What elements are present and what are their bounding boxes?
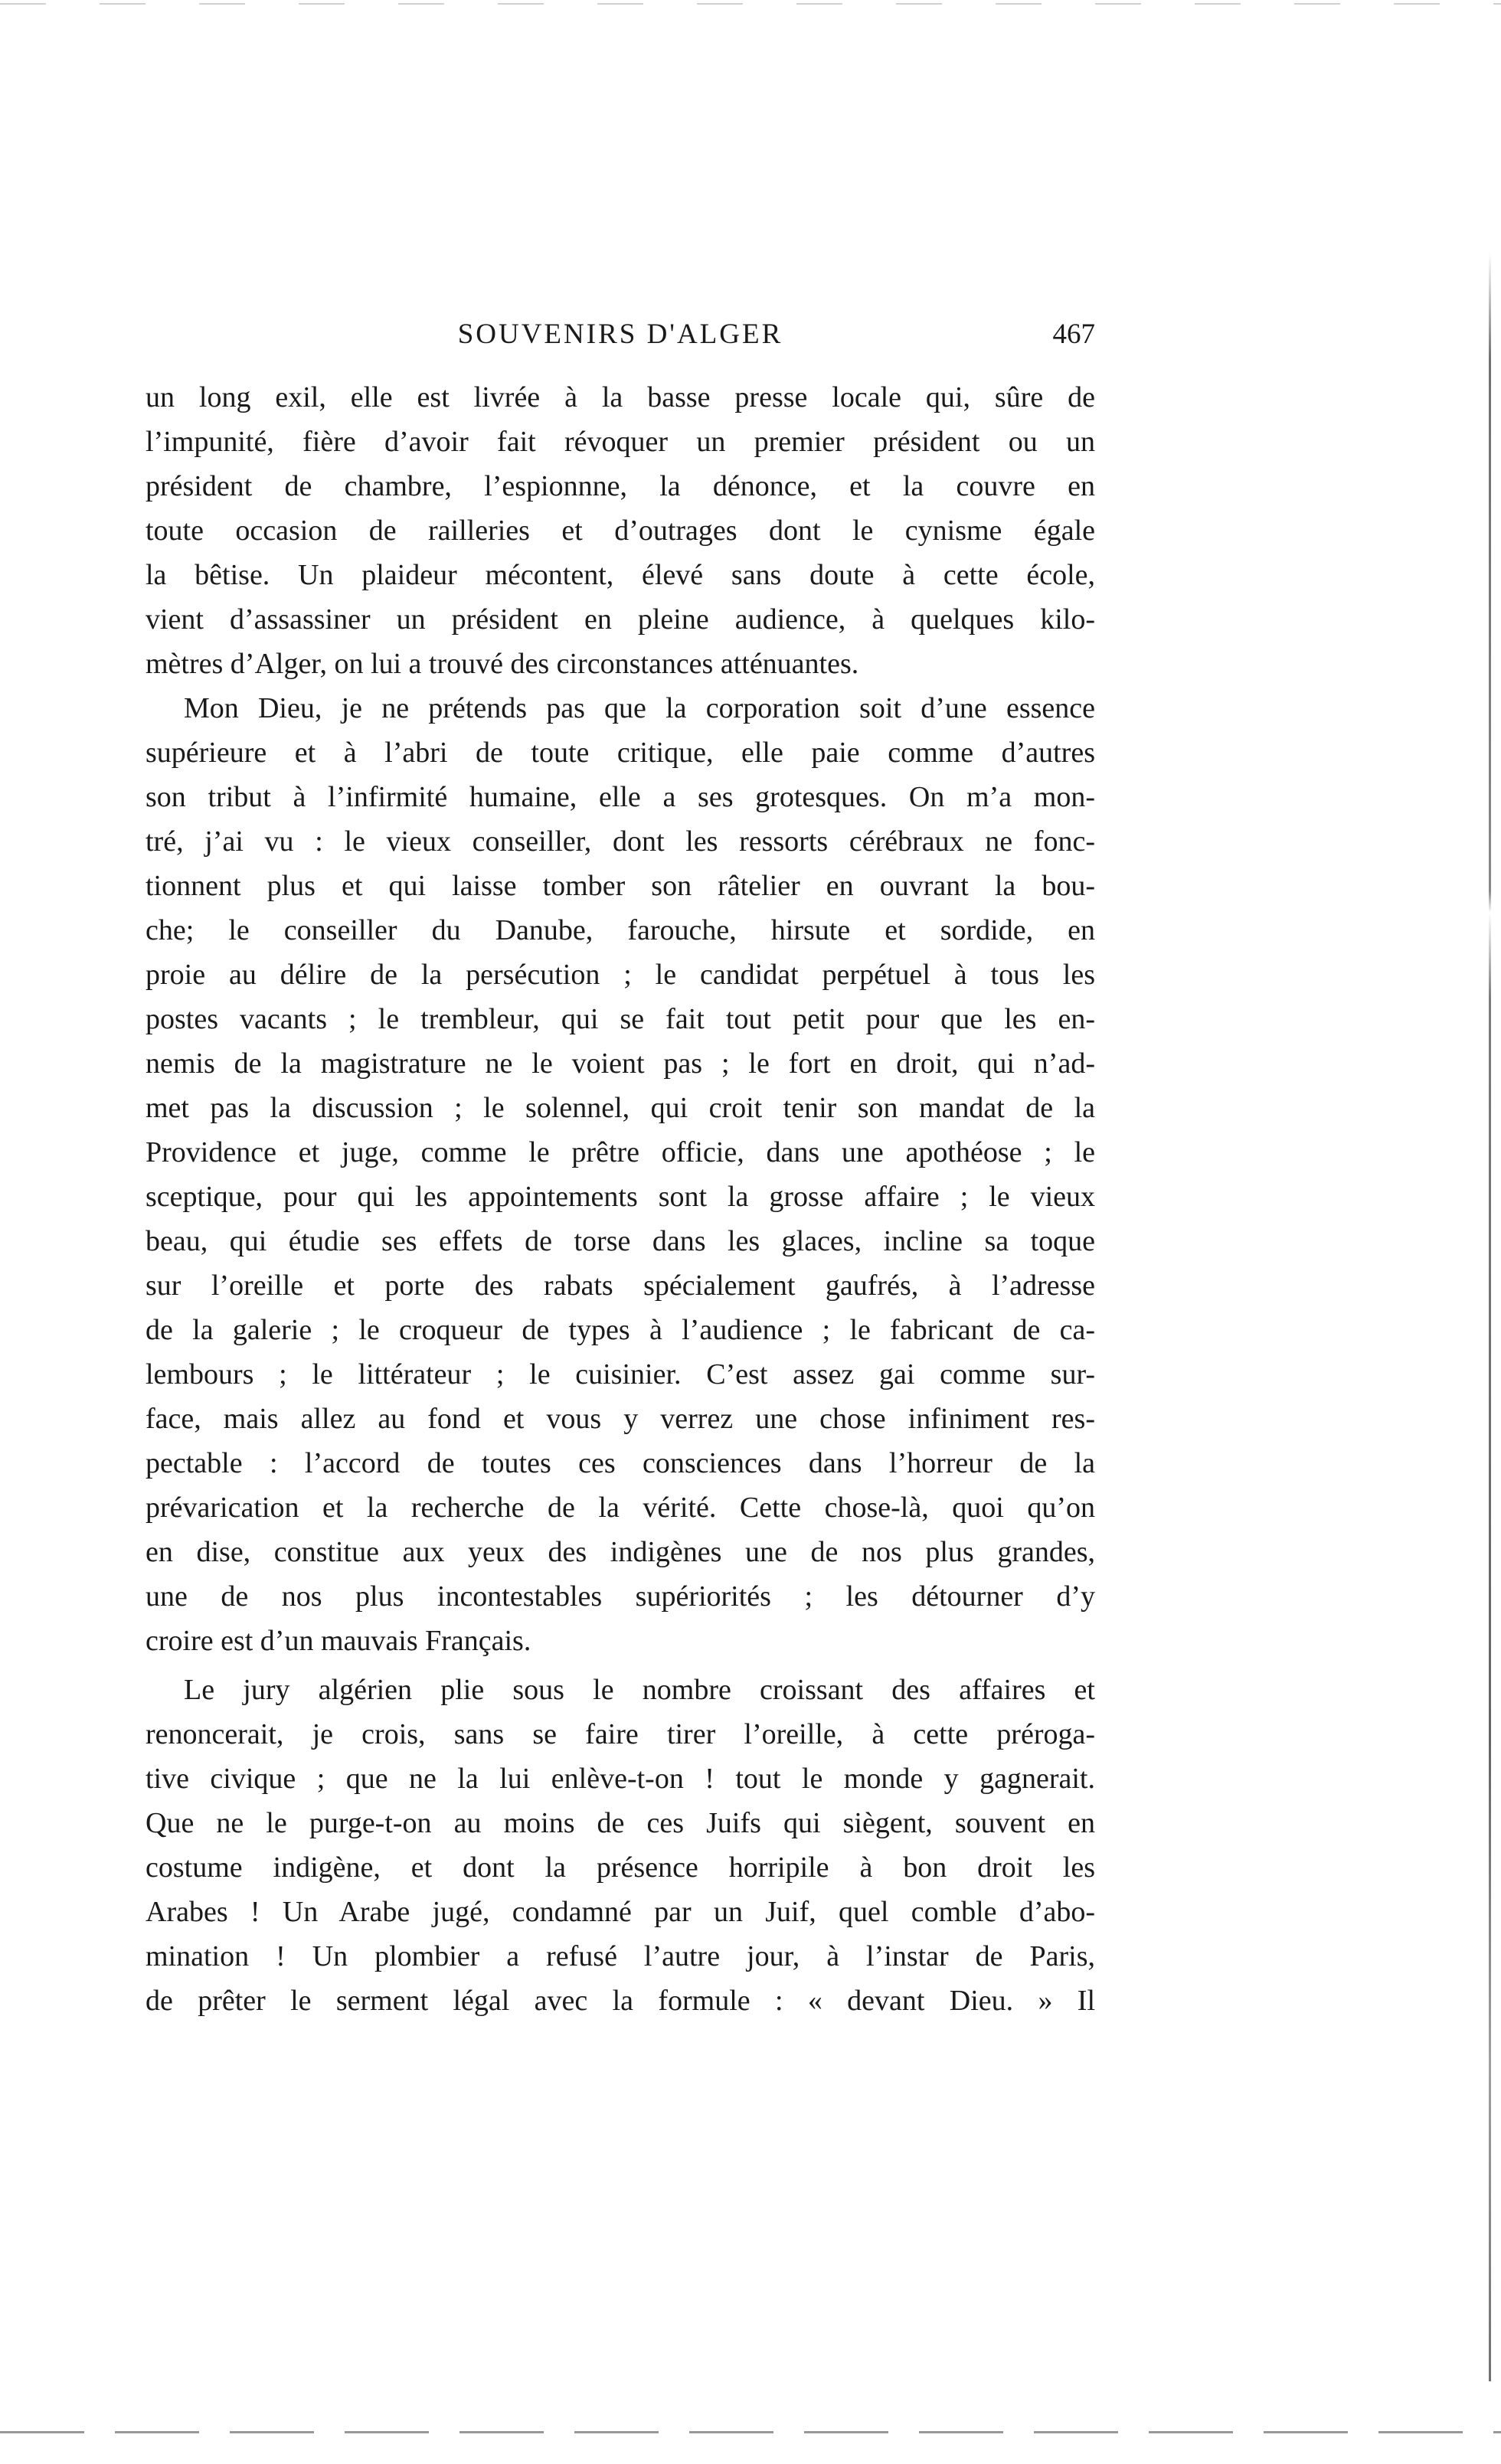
text-line: supérieure et à l’abri de toute critique, elle paie comme d’autres: [146, 737, 1095, 769]
text-line: che; le conseiller du Danube, farouche, hirsute et sordide, en: [146, 914, 1095, 946]
text-line: Arabes ! Un Arabe jugé, condamné par un Juif, quel comble d’abo-: [146, 1896, 1095, 1928]
text-line: lembours ; le littérateur ; le cuisinier. C’est assez gai comme sur-: [146, 1358, 1095, 1390]
body-text: [146, 375, 1095, 2023]
text-line: mètres d’Alger, on lui a trouvé des circonstances atténuantes.: [146, 648, 859, 680]
text-line: un long exil, elle est livrée à la basse presse locale qui, sûre de: [146, 381, 1095, 413]
text-line: beau, qui étudie ses effets de torse dans les glaces, incline sa toque: [146, 1225, 1095, 1257]
text-line: Le jury algérien plie sous le nombre croissant des affaires et: [184, 1674, 1095, 1706]
text-line: pectable : l’accord de toutes ces consciences dans l’horreur de la: [146, 1447, 1095, 1479]
scan-right-edge: [1489, 253, 1491, 2381]
scan-top-edge: [0, 3, 1501, 5]
text-line: en dise, constitue aux yeux des indigènes une de nos plus grandes,: [146, 1536, 1095, 1568]
text-line: l’impunité, fière d’avoir fait révoquer un premier président ou un: [146, 426, 1095, 458]
text-line: met pas la discussion ; le solennel, qui croit tenir son mandat de la: [146, 1092, 1095, 1124]
text-line: tive civique ; que ne la lui enlève-t-on ! tout le monde y gagnerait.: [146, 1763, 1095, 1795]
text-line: de prêter le serment légal avec la formule : « devant Dieu. » Il: [146, 1985, 1095, 2017]
text-line: de la galerie ; le croqueur de types à l’audience ; le fabricant de ca-: [146, 1314, 1095, 1346]
running-head: [146, 318, 1095, 364]
scan-bottom-edge: [0, 2431, 1501, 2433]
text-line: croire est d’un mauvais Français.: [146, 1625, 531, 1657]
text-line: sceptique, pour qui les appointements sont la grosse affaire ; le vieux: [146, 1181, 1095, 1213]
text-line: vient d’assassiner un président en pleine audience, à quelques kilo-: [146, 603, 1095, 636]
text-line: proie au délire de la persécution ; le candidat perpétuel à tous les: [146, 959, 1095, 991]
text-line: une de nos plus incontestables supériorités ; les détourner d’y: [146, 1580, 1095, 1613]
text-line: nemis de la magistrature ne le voient pas ; le fort en droit, qui n’ad-: [146, 1047, 1095, 1080]
text-line: prévarication et la recherche de la vérité. Cette chose-là, quoi qu’on: [146, 1492, 1095, 1524]
text-line: Providence et juge, comme le prêtre officie, dans une apothéose ; le: [146, 1136, 1095, 1168]
text-line: son tribut à l’infirmité humaine, elle a ses grotesques. On m’a mon-: [146, 781, 1095, 813]
text-line: tionnent plus et qui laisse tomber son râtelier en ouvrant la bou-: [146, 870, 1095, 902]
text-line: Que ne le purge-t-on au moins de ces Juifs qui siègent, souvent en: [146, 1807, 1095, 1839]
text-line: Mon Dieu, je ne prétends pas que la corporation soit d’une essence: [184, 692, 1095, 724]
running-title: SOUVENIRS D'ALGER: [457, 319, 783, 350]
text-line: postes vacants ; le trembleur, qui se fait tout petit pour que les en-: [146, 1003, 1095, 1035]
text-line: toute occasion de railleries et d’outrages dont le cynisme égale: [146, 515, 1095, 547]
text-line: costume indigène, et dont la présence horripile à bon droit les: [146, 1851, 1095, 1884]
page-number: 467: [1052, 319, 1095, 350]
text-line: sur l’oreille et porte des rabats spécialement gaufrés, à l’adresse: [146, 1270, 1095, 1302]
text-line: tré, j’ai vu : le vieux conseiller, dont les ressorts cérébraux ne fonc-: [146, 825, 1095, 858]
text-line: face, mais allez au fond et vous y verrez une chose infiniment res-: [146, 1403, 1095, 1435]
text-line: président de chambre, l’espionnne, la dénonce, et la couvre en: [146, 470, 1095, 502]
text-line: la bêtise. Un plaideur mécontent, élevé sans doute à cette école,: [146, 559, 1095, 591]
text-line: renoncerait, je crois, sans se faire tirer l’oreille, à cette préroga-: [146, 1718, 1095, 1750]
text-line: mination ! Un plombier a refusé l’autre jour, à l’instar de Paris,: [146, 1940, 1095, 1972]
